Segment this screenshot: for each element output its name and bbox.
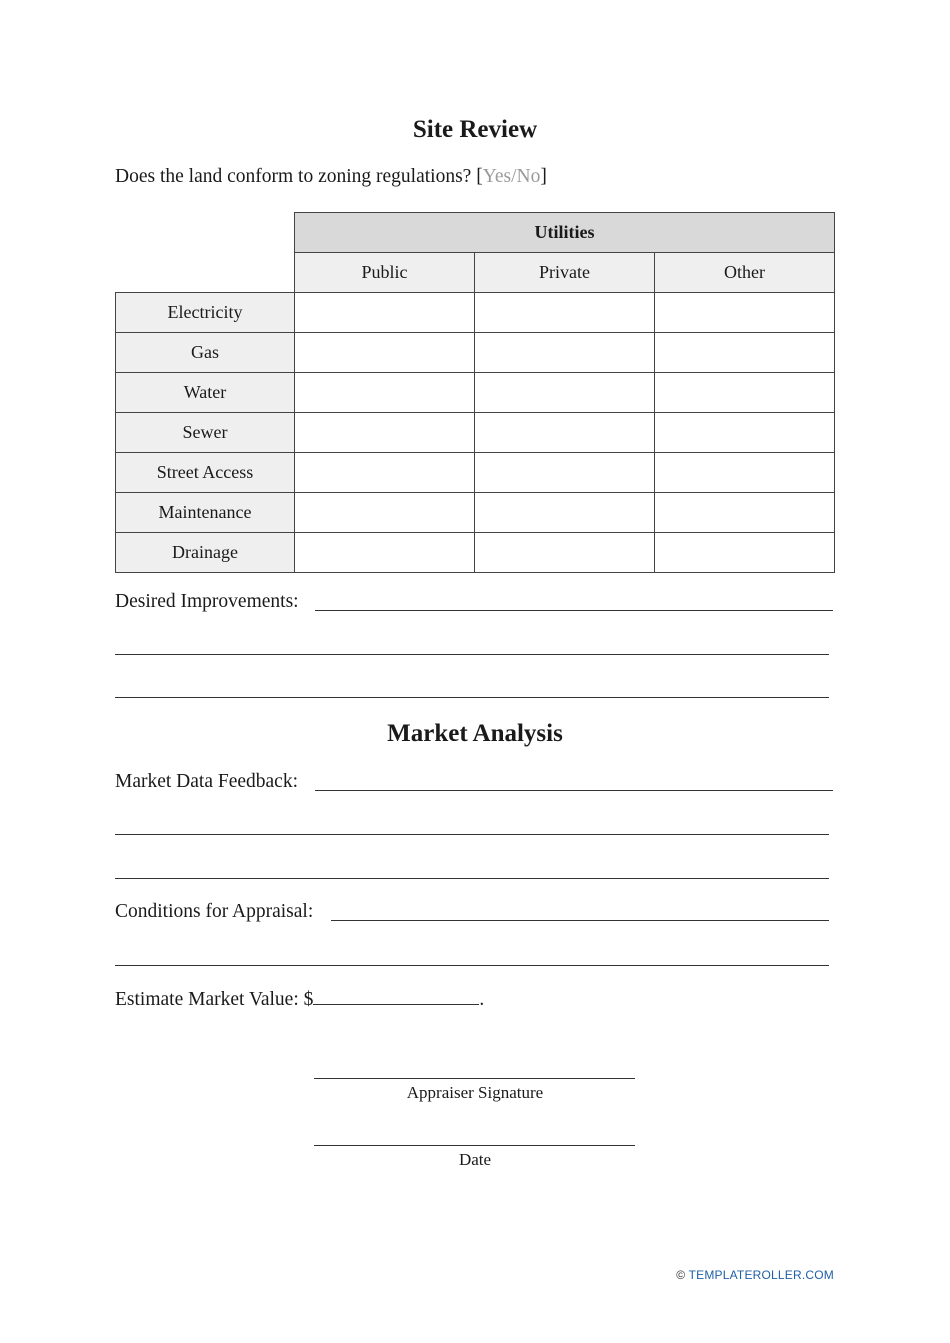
table-row [116,533,835,573]
water-other-cell[interactable] [655,373,835,413]
table-row [116,293,835,333]
sewer-public-cell[interactable] [295,413,475,453]
drainage-private-cell[interactable] [475,533,655,573]
maintenance-other-cell[interactable] [655,493,835,533]
row-header-sewer: Sewer [116,413,295,453]
desired-improvements-label: Desired Improvements: [115,590,305,614]
brand-link[interactable]: TEMPLATEROLLER.COM [688,1268,834,1282]
row-header-water: Water [116,373,295,413]
row-header-maintenance: Maintenance [116,493,295,533]
street-access-other-cell[interactable] [655,453,835,493]
market-data-feedback-label: Market Data Feedback: [115,770,304,794]
electricity-private-cell[interactable] [475,293,655,333]
column-header-other: Other [655,253,835,293]
table-row [116,493,835,533]
table-row [116,373,835,413]
row-header-street-access: Street Access [116,453,295,493]
maintenance-private-cell[interactable] [475,493,655,533]
electricity-other-cell[interactable] [655,293,835,333]
row-header-electricity: Electricity [116,293,295,333]
column-header-public: Public [295,253,475,293]
drainage-other-cell[interactable] [655,533,835,573]
sewer-private-cell[interactable] [475,413,655,453]
date-label: Date [458,1150,492,1169]
copyright-symbol: © [676,1268,686,1282]
water-private-cell[interactable] [475,373,655,413]
table-row [116,453,835,493]
appraiser-signature-line[interactable] [314,1078,635,1079]
sewer-other-cell[interactable] [655,413,835,453]
desired-improvements-field[interactable] [315,610,833,611]
table-corner-blank [116,213,295,253]
market-data-feedback-line-2[interactable] [115,834,829,835]
zoning-yes-no-field[interactable]: Yes/No [482,166,541,187]
desired-improvements-row [115,590,833,614]
site-review-title: Site Review [412,116,538,143]
estimate-label: Estimate Market Value: $ [115,989,314,1010]
desired-improvements-line-3[interactable] [115,697,829,698]
conditions-label: Conditions for Appraisal: [115,900,319,924]
gas-other-cell[interactable] [655,333,835,373]
drainage-public-cell[interactable] [295,533,475,573]
conditions-line-2[interactable] [115,965,829,966]
market-data-feedback-row [115,770,833,794]
estimate-market-value-row [115,986,835,1012]
zoning-question-close: ] [540,166,547,187]
market-data-feedback-line-3[interactable] [115,878,829,879]
conditions-field[interactable] [331,920,829,921]
column-header-private: Private [475,253,655,293]
footer-brand [676,1268,834,1282]
conditions-row [115,900,829,924]
date-line[interactable] [314,1145,635,1146]
utilities-table [115,212,835,573]
appraiser-signature-label: Appraiser Signature [406,1083,544,1102]
estimate-value-field[interactable] [313,986,479,1005]
table-row [116,413,835,453]
estimate-suffix: . [479,989,485,1010]
table-row [116,333,835,373]
market-analysis-title: Market Analysis [387,720,563,747]
table-corner-blank [116,253,295,293]
desired-improvements-line-2[interactable] [115,654,829,655]
zoning-question-text: Does the land conform to zoning regulations? [ [115,166,483,187]
street-access-private-cell[interactable] [475,453,655,493]
maintenance-public-cell[interactable] [295,493,475,533]
row-header-gas: Gas [116,333,295,373]
electricity-public-cell[interactable] [295,293,475,333]
market-data-feedback-field[interactable] [315,790,833,791]
row-header-drainage: Drainage [116,533,295,573]
street-access-public-cell[interactable] [295,453,475,493]
zoning-question [115,165,835,189]
water-public-cell[interactable] [295,373,475,413]
gas-public-cell[interactable] [295,333,475,373]
gas-private-cell[interactable] [475,333,655,373]
utilities-header: Utilities [295,213,835,253]
